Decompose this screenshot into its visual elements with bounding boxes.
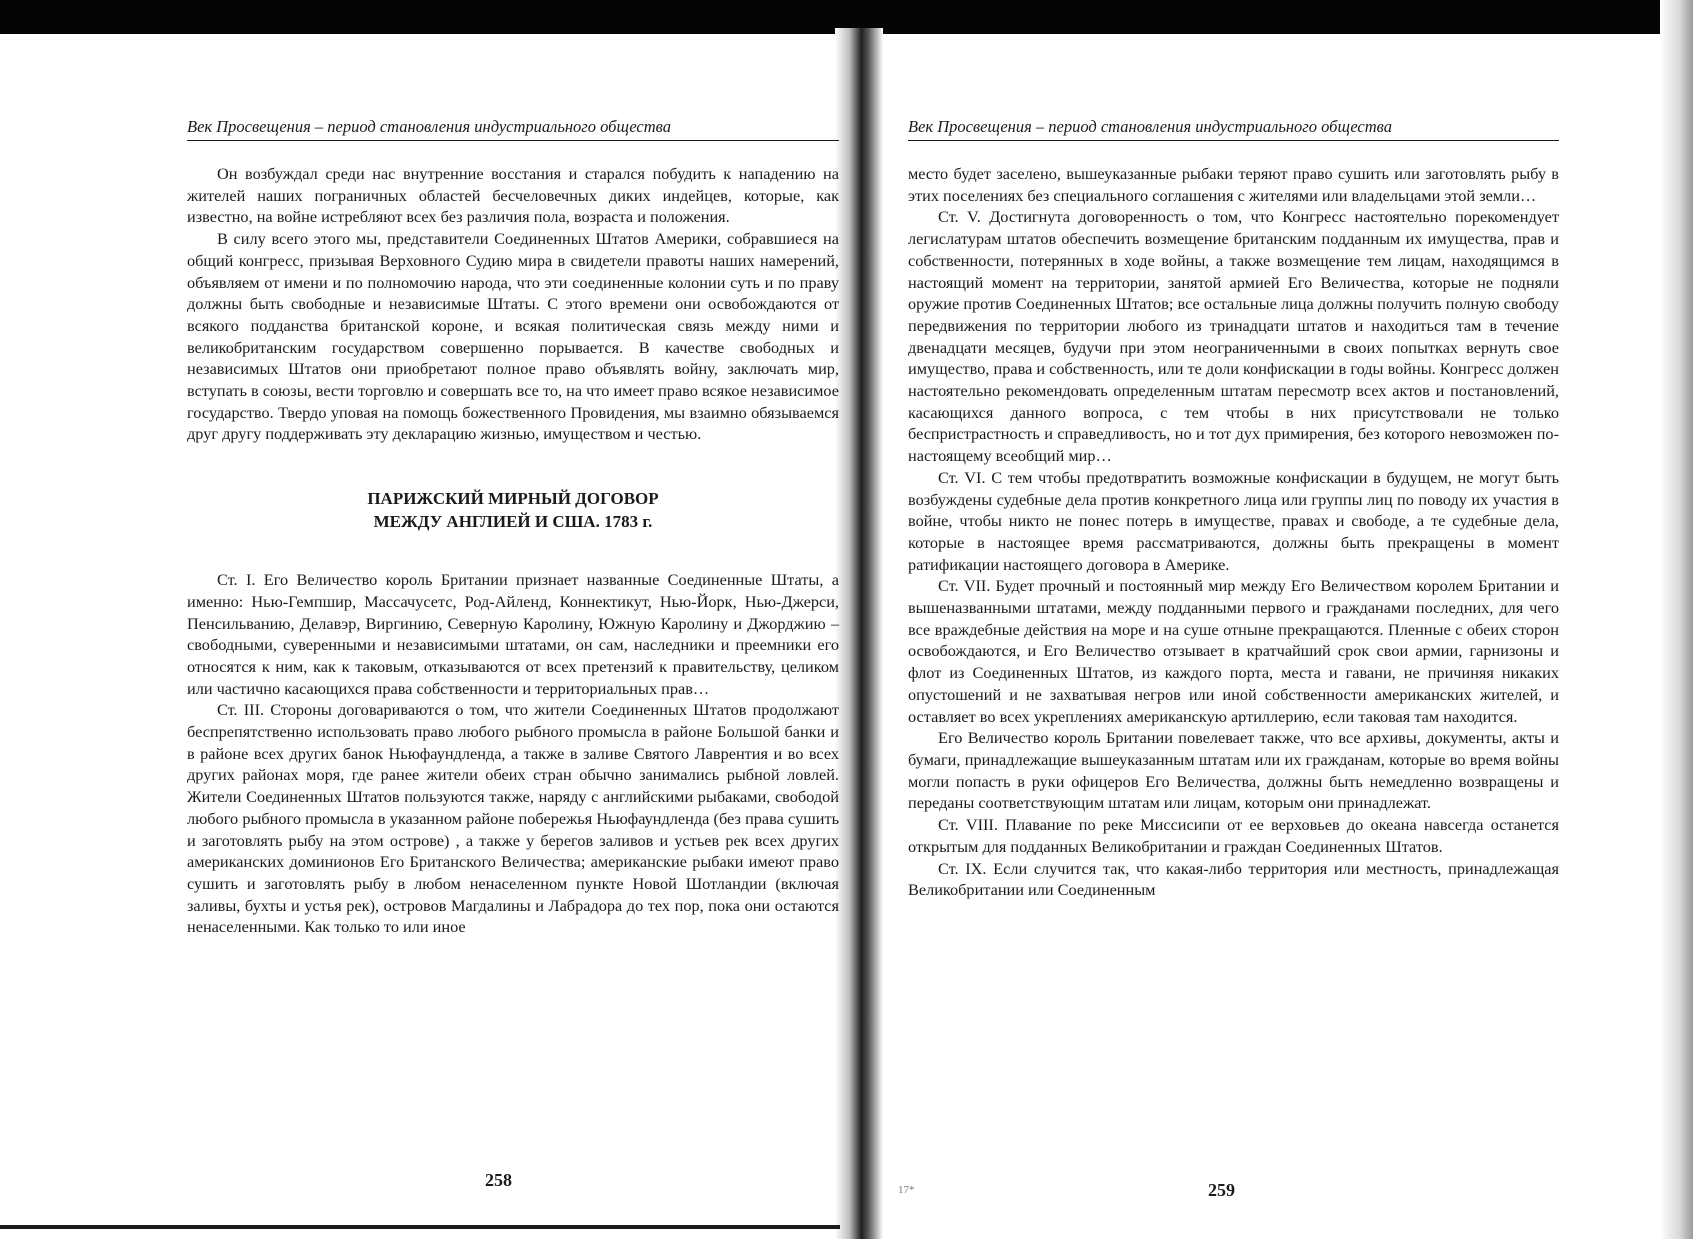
left-paragraph-2: В силу всего этого мы, представители Соединенных Штатов Америки, собравшиеся на общий конгресс, призывая Верховного Судию мира в свидетели правоты наших намерений, объявляем от имени и по полномочию народа, что эти соединенные колонии суть и по праву должны быть свободные и независимые Штаты. С этого времени они освобождаются от всякого подданства британской короне, и всякая политическая связь между ними и великобританским государством совершенно порывается. В качестве свободных и независимых Штатов они приобретают полное право объявлять войну, заключать мир, вступать в союзы, вести торговлю и совершать все то, на что имеет право всякое независимое государство. Твердо уповая на помощь божественного Провидения, мы взаимно обязываемся друг другу поддерживать эту декларацию жизнью, имуществом и честью. — [187, 229, 839, 444]
article-1: Ст. I. Его Величество король Британии признает названные Соединенные Штаты, а именно: Нью-Гемпшир, Массачусетс, Род-Айленд, Коннектикут, Нью-Йорк, Нью-Джерси, Пенсильванию, Делавэр, Виргинию, Северную Каролину, Южную Каролину и Джорджию – свободными, суверенными и независимыми штатами, он сам, наследники и преемники его относятся к ним, как к таковым, отказываются от всех претензий к правительству, целиком или частично касающихся права собственности и территориальных прав… — [187, 570, 839, 698]
article-7-continued: Его Величество король Британии повелевает также, что все архивы, документы, акты и бумаги, принадлежащие вышеуказанным штатам или их гражданам, которые во время войны могли попасть в руки офицеров Его Величества, должны быть немедленно возвращены и переданы соответствующим штатам или лицам, которым они принадлежат. — [908, 728, 1559, 813]
article-3: Ст. III. Стороны договариваются о том, что жители Соединенных Штатов продолжают беспрепятственно использовать право любого рыбного промысла в районе Большой банки и в районе всех других банок Ньюфаундленда, а также в заливе Святого Лаврентия и во всех других районах моря, где ранее жители обеих стран обычно занимались рыбной ловлей. Жители Соединенных Штатов пользуются также, наряду с английскими рыбаками, свободой любого рыбного промысла в указанном районе побережья Ньюфаундленда (без права сушить и заготовлять рыбу на этом острове) , а также у берегов заливов и устьев рек всех других американских доминионов Его Британского Величества; американские рыбаки имеют право сушить и заготовлять рыбу в любом ненаселенном пункте Новой Шотландии (включая заливы, бухты и устья рек), островов Магдалины и Лабрадора до тех пор, пока они остаются ненаселенными. Как только то или иное — [187, 700, 839, 937]
signature-mark: 17* — [898, 1184, 915, 1196]
right-page — [908, 116, 1559, 901]
scan-top-band-wedge — [860, 0, 1693, 34]
scan-right-edge — [1660, 0, 1693, 1239]
left-page — [187, 116, 839, 938]
right-page-number: 259 — [1208, 1180, 1235, 1200]
article-5: Ст. V. Достигнута договоренность о том, что Конгресс настоятельно порекомендует легислатурам штатов обеспечить возмещение британским подданным их имущества, прав и собственности, потерянных в ходе войны, а также возмещение тем лицам, находящимся в настоящий момент на территории, занятой армией Его Величества, которые не подняли оружие против Соединенных Штатов; все остальные лица должны получить полную свободу передвижения по территории любого из тринадцати штатов и находиться там в течение двенадцати месяцев, будучи при этом неограниченными в своих попытках вернуть свое имущество, права и собственность, или те доли конфискации в годы войны. Конгресс должен настоятельно рекомендовать определенным штатам пересмотр всех актов и постановлений, касающихся данного вопроса, с тем чтобы в них присутствовали не только беспристрастность и справедливость, но и тот дух примирения, без которого невозможен по-настоящему всеобщий мир… — [908, 207, 1559, 466]
right-paragraph-continued: место будет заселено, вышеуказанные рыбаки теряют право сушить или заготовлять рыбу в этих поселениях без специального соглашения с жителями или владельцами этой земли… — [908, 164, 1559, 205]
left-paragraph-1: Он возбуждал среди нас внутренние восстания и старался побудить к нападению на жителей наших пограничных областей бесчеловечных диких индейцев, которые, как известно, на войне истребляют всех без различия пола, возраста и положения. — [187, 164, 839, 227]
article-8: Ст. VIII. Плавание по реке Миссисипи от ее верховьев до океана навсегда останется открытым для подданных Великобритании и граждан Соединенных Штатов. — [908, 815, 1559, 856]
scan-bottom-edge — [0, 1225, 840, 1229]
article-9: Ст. IX. Если случится так, что какая-либо территория или местность, принадлежащая Великобритании или Соединенным — [908, 858, 1559, 900]
left-running-head: Век Просвещения – период становления индустриального общества — [187, 116, 839, 141]
treaty-title-line-1: ПАРИЖСКИЙ МИРНЫЙ ДОГОВОР — [367, 489, 659, 509]
article-7: Ст. VII. Будет прочный и постоянный мир между Его Величеством королем Британии и вышеназванными штатами, между подданными первого и гражданами последних, для чего все враждебные действия на море и на суше отныне прекращаются. Пленные с обеих сторон освобождаются, и Его Величество отзывает в кратчайший срок свои армии, гарнизоны и флот из Соединенных Штатов, из каждого порта, места и гавани, не причиняя никаких опустошений и не захватывая негров или иной собственности американских жителей, и оставляет во всех укреплениях американскую артиллерию, если таковая там находится. — [908, 576, 1559, 726]
treaty-title-line-2: МЕЖДУ АНГЛИЕЙ И США. 1783 г. — [373, 512, 653, 532]
right-running-head: Век Просвещения – период становления индустриального общества — [908, 116, 1559, 141]
left-page-number: 258 — [485, 1170, 512, 1190]
article-6: Ст. VI. С тем чтобы предотвратить возможные конфискации в будущем, не могут быть возбуждены судебные дела против конкретного лица или группы лиц по поводу их участия в войне, чтобы никто не понес потерь в имуществе, правах и свободе, а те судебные дела, которые в настоящее время рассматриваются, должны быть прекращены в момент ратификации настоящего договора в Америке. — [908, 467, 1559, 574]
book-gutter-shadow — [835, 28, 883, 1239]
treaty-title — [187, 487, 839, 533]
